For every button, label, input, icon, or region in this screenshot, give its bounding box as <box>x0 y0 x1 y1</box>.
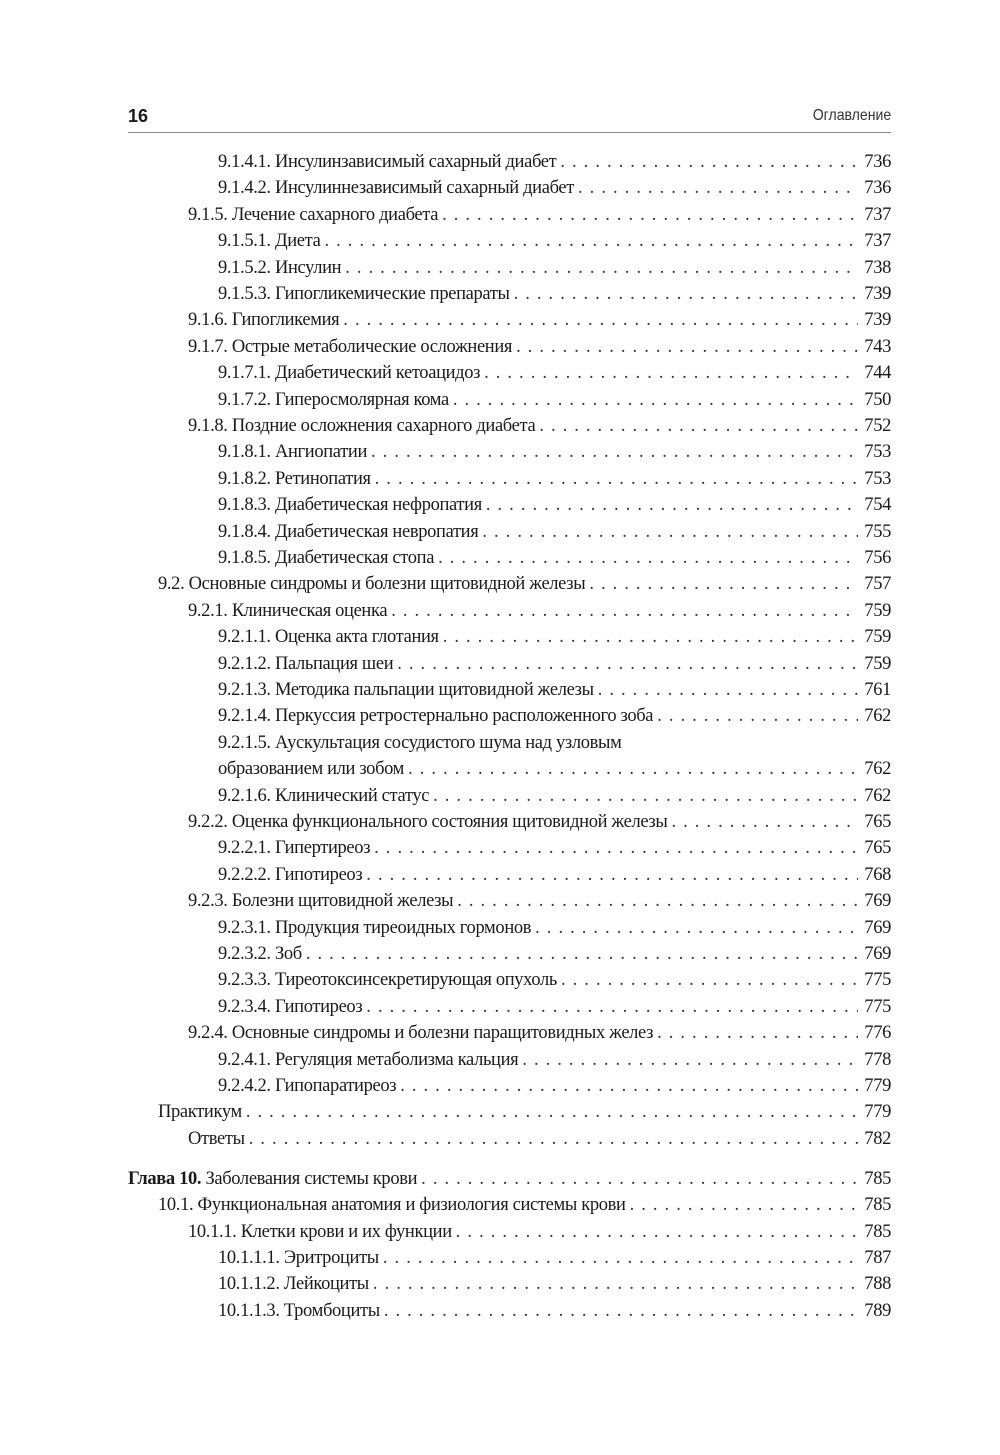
entry-title: Пальпация шеи <box>274 653 394 674</box>
entry-page: 737 <box>864 231 891 252</box>
toc-entry <box>218 495 891 521</box>
entry-text <box>218 1248 379 1269</box>
entry-title: Эритроциты <box>283 1247 379 1268</box>
dot-leader <box>522 1050 858 1071</box>
dot-leader <box>375 469 859 490</box>
entry-page: 757 <box>864 574 891 595</box>
toc-chapter-entry <box>128 1169 891 1195</box>
entry-number: 9.1.8.3. <box>218 495 271 516</box>
entry-page: 779 <box>864 1076 891 1096</box>
dot-leader <box>657 1023 858 1044</box>
entry-page: 744 <box>864 363 891 384</box>
entry-text <box>218 495 482 516</box>
header-rule <box>128 132 891 133</box>
entry-page: 789 <box>864 1300 891 1321</box>
entry-title: Методика пальпации щитовидной железы <box>274 680 594 700</box>
entry-text <box>218 442 367 463</box>
entry-page: 736 <box>864 178 891 199</box>
entry-page: 765 <box>864 838 891 859</box>
toc-entry <box>218 944 891 970</box>
entry-number: 9.1.8.2. <box>218 468 271 489</box>
dot-leader <box>373 1274 858 1295</box>
toc-entry <box>218 1301 891 1327</box>
entry-title: Оценка функционального состояния щитовидной железы <box>231 812 668 832</box>
entry-title: Продукция тиреоидных гормонов <box>274 917 532 938</box>
toc-entry <box>188 310 891 336</box>
toc-entry <box>188 416 891 442</box>
entry-title: Регуляция метаболизма кальция <box>274 1049 519 1070</box>
entry-text <box>218 1301 380 1322</box>
entry-number: 9.1.8.5. <box>218 548 271 568</box>
entry-number: 9.2.1.2. <box>218 653 271 674</box>
entry-text <box>218 759 404 780</box>
dot-leader <box>391 601 858 622</box>
toc-entry <box>158 1102 891 1128</box>
dot-leader <box>486 495 858 516</box>
entry-page: 739 <box>864 284 891 304</box>
dot-leader <box>457 891 858 912</box>
entry-page: 759 <box>864 653 891 674</box>
entry-page: 776 <box>864 1023 891 1044</box>
entry-page: 762 <box>864 785 891 806</box>
entry-title: Лечение сахарного диабета <box>231 204 439 225</box>
toc-entry <box>218 706 891 732</box>
toc-entry <box>218 442 891 468</box>
toc-entry <box>158 1195 891 1221</box>
dot-leader <box>453 390 858 411</box>
entry-text <box>218 390 449 411</box>
toc-entry <box>218 680 891 706</box>
entry-text <box>218 706 653 727</box>
entry-text <box>188 337 512 358</box>
entry-number: 9.2.2.1. <box>218 838 271 859</box>
toc-entry <box>188 1023 891 1049</box>
toc-entry <box>188 601 891 627</box>
entry-number: 9.1.4.1. <box>218 152 271 172</box>
dot-leader <box>442 205 858 226</box>
dot-leader <box>578 178 858 199</box>
entry-text <box>218 654 393 675</box>
entry-text <box>188 1129 245 1150</box>
entry-text <box>218 733 621 754</box>
entry-title: Лейкоциты <box>283 1274 369 1295</box>
entry-title: Практикум <box>158 1102 242 1123</box>
dot-leader <box>484 363 858 384</box>
entry-title: Клетки крови и их функции <box>240 1221 452 1242</box>
entry-page: 785 <box>864 1195 891 1216</box>
entry-text <box>158 574 585 595</box>
entry-title: Тромбоциты <box>283 1300 380 1321</box>
entry-page: 779 <box>864 1102 891 1123</box>
entry-title: Ответы <box>188 1128 245 1149</box>
toc-entry <box>218 1076 891 1102</box>
entry-title: Диабетическая нефропатия <box>274 495 482 516</box>
entry-title: Гипотиреоз <box>274 864 363 885</box>
entry-page: 743 <box>864 336 891 357</box>
entry-title: Ангиопатии <box>274 442 368 463</box>
entry-page: 768 <box>864 864 891 885</box>
entry-number: 9.2.2.2. <box>218 864 271 885</box>
dot-leader <box>345 258 858 279</box>
entry-text <box>128 1169 417 1190</box>
toc-entry <box>218 786 891 812</box>
entry-text <box>218 231 321 252</box>
toc-entry <box>218 1274 891 1300</box>
entry-page: 736 <box>864 152 891 172</box>
dot-leader <box>421 1169 858 1190</box>
toc-entry <box>218 258 891 284</box>
entry-page: 775 <box>864 996 891 1017</box>
entry-page: 785 <box>864 1168 891 1189</box>
toc-entry <box>218 284 891 310</box>
toc-entry <box>188 812 891 838</box>
entry-number: 9.2. <box>158 574 185 595</box>
dot-leader <box>306 944 858 965</box>
dot-leader <box>456 1222 859 1243</box>
entry-page: 785 <box>864 1221 891 1242</box>
dot-leader <box>397 654 858 675</box>
entry-title: Диабетическая стопа <box>274 548 435 568</box>
entry-page: 753 <box>864 468 891 489</box>
toc-entry <box>188 337 891 363</box>
entry-text <box>218 918 531 939</box>
entry-page: 739 <box>864 310 891 331</box>
entry-page: 755 <box>864 521 891 542</box>
toc-entry <box>188 1129 891 1155</box>
entry-page: 787 <box>864 1247 891 1268</box>
dot-leader <box>598 680 859 701</box>
dot-leader <box>384 1301 858 1322</box>
entry-title: Инсулиннезависимый сахарный диабет <box>274 178 575 199</box>
dot-leader <box>671 812 858 833</box>
entry-number: 9.2.2. <box>188 812 228 832</box>
dot-leader <box>482 522 858 543</box>
dot-leader <box>589 574 858 595</box>
dot-leader <box>535 918 858 939</box>
toc-entry <box>218 838 891 864</box>
entry-number: 9.2.4.1. <box>218 1049 271 1070</box>
entry-page: 769 <box>864 944 891 964</box>
dot-leader <box>366 997 858 1018</box>
entry-text <box>188 416 535 437</box>
entry-text <box>218 970 557 991</box>
entry-page: 769 <box>864 917 891 938</box>
toc-entry <box>218 997 891 1023</box>
entry-title: Диета <box>274 231 321 252</box>
entry-page: 769 <box>864 891 891 912</box>
entry-title: Оценка акта глотания <box>274 627 439 648</box>
entry-page: 775 <box>864 970 891 991</box>
entry-number: 9.1.8. <box>188 416 228 436</box>
entry-text <box>218 1274 369 1295</box>
entry-page: 782 <box>864 1128 891 1149</box>
entry-number: 9.1.5. <box>188 204 228 225</box>
entry-page: 754 <box>864 495 891 516</box>
toc-entry <box>218 548 891 574</box>
toc-entry <box>218 363 891 389</box>
entry-title: Функциональная анатомия и физиология системы крови <box>197 1195 626 1216</box>
toc-entry <box>188 891 891 917</box>
entry-text <box>218 865 362 886</box>
toc-entry <box>218 918 891 944</box>
entry-title: Гипогликемические препараты <box>274 284 510 304</box>
dot-leader <box>366 865 858 886</box>
entry-text <box>188 891 453 912</box>
entry-text <box>188 310 339 331</box>
dot-leader <box>433 786 858 807</box>
entry-text <box>218 152 556 173</box>
entry-text <box>218 838 370 859</box>
entry-page: 761 <box>864 680 891 700</box>
entry-number: 9.2.1. <box>188 600 228 621</box>
toc-entry <box>218 178 891 204</box>
entry-title: Тиреотоксинсекретирующая опухоль <box>274 970 557 991</box>
entry-title: Диабетический кетоацидоз <box>274 363 481 384</box>
running-title: Оглавление <box>812 107 891 124</box>
toc-entry <box>218 522 891 548</box>
entry-number: 9.2.3.1. <box>218 917 271 938</box>
entry-title: Инсулин <box>274 257 342 278</box>
entry-number: 9.2.4.2. <box>218 1076 271 1096</box>
entry-text <box>158 1102 242 1123</box>
entry-title: Гипертиреоз <box>274 838 371 859</box>
dot-leader <box>443 627 859 648</box>
entry-page: 738 <box>864 257 891 278</box>
entry-title: Перкуссия ретростернально расположенного зоба <box>274 706 654 727</box>
entry-text <box>218 1050 518 1071</box>
entry-text <box>218 944 302 965</box>
dot-leader <box>374 838 858 859</box>
entry-page: 762 <box>864 759 891 780</box>
toc-entry <box>218 654 891 680</box>
entry-number: 9.2.1.3. <box>218 680 271 700</box>
toc-entry <box>218 627 891 653</box>
dot-leader <box>343 310 858 331</box>
entry-number: 9.1.7.2. <box>218 389 271 410</box>
entry-number: 9.1.5.3. <box>218 284 271 304</box>
entry-title: Диабетическая невропатия <box>274 521 479 542</box>
toc-entry <box>218 152 891 178</box>
entry-number: 9.2.4. <box>188 1023 228 1044</box>
toc-entry <box>158 574 891 600</box>
dot-leader <box>408 759 858 780</box>
entry-title: образованием или зобом <box>218 759 405 780</box>
dot-leader <box>514 284 859 305</box>
entry-number: 9.1.7. <box>188 336 228 357</box>
dot-leader <box>630 1195 859 1216</box>
entry-number: 9.2.3.4. <box>218 996 271 1017</box>
entry-title: Болезни щитовидной железы <box>231 891 454 912</box>
entry-page: 737 <box>864 204 891 225</box>
entry-number: 9.2.1.1. <box>218 627 271 648</box>
entry-text <box>188 601 387 622</box>
entry-title: Клинический статус <box>274 785 430 806</box>
entry-number: 10.1.1.2. <box>218 1274 280 1295</box>
entry-title: Ретинопатия <box>274 468 371 489</box>
dot-leader <box>246 1102 858 1123</box>
entry-title: Клиническая оценка <box>231 600 388 621</box>
dot-leader <box>516 337 858 358</box>
entry-title: Гипопаратиреоз <box>274 1076 397 1096</box>
toc-entry <box>218 1248 891 1274</box>
entry-text <box>218 258 341 279</box>
entry-text <box>218 284 510 305</box>
entry-title: Основные синдромы и болезни паращитовидных желез <box>231 1023 654 1044</box>
dot-leader <box>560 152 858 173</box>
entry-text <box>188 1222 452 1243</box>
dot-leader <box>325 231 859 252</box>
entry-page: 762 <box>864 706 891 727</box>
entry-text <box>188 1023 653 1044</box>
toc-entry <box>218 390 891 416</box>
entry-number: 9.1.5.1. <box>218 231 271 252</box>
entry-page: 753 <box>864 442 891 463</box>
dot-leader <box>383 1248 858 1269</box>
entry-text <box>218 627 439 648</box>
entry-page: 759 <box>864 627 891 648</box>
toc-entry <box>218 469 891 495</box>
toc-entry <box>218 231 891 257</box>
entry-text <box>188 812 667 833</box>
entry-title: Гипотиреоз <box>274 996 363 1017</box>
entry-title: Аускультация сосудистого шума над узловым <box>274 732 622 753</box>
entry-page: 752 <box>864 416 891 436</box>
entry-number: 9.1.6. <box>188 310 228 331</box>
toc-entry <box>218 759 891 785</box>
entry-title: Зоб <box>274 944 302 964</box>
entry-text <box>218 178 574 199</box>
entry-number: 9.2.1.5. <box>218 732 271 753</box>
entry-page: 778 <box>864 1049 891 1070</box>
toc-entry <box>218 970 891 996</box>
entry-text <box>158 1195 626 1216</box>
entry-number: 9.1.5.2. <box>218 257 271 278</box>
entry-text <box>218 522 478 543</box>
entry-number: 9.2.3. <box>188 891 228 912</box>
entry-title: Инсулинзависимый сахарный диабет <box>274 152 557 172</box>
entry-page: 788 <box>864 1274 891 1295</box>
entry-title: Поздние осложнения сахарного диабета <box>231 416 536 436</box>
entry-title: Заболевания системы крови <box>205 1168 418 1189</box>
entry-title: Гипогликемия <box>231 310 340 331</box>
entry-number: 9.2.3.3. <box>218 970 271 991</box>
entry-number: 10.1.1. <box>188 1221 237 1242</box>
entry-text <box>218 997 362 1018</box>
toc-entry <box>218 865 891 891</box>
entry-number: 10.1. <box>158 1195 194 1216</box>
entry-number: 9.2.3.2. <box>218 944 271 964</box>
entry-number: 9.1.4.2. <box>218 178 271 199</box>
entry-number: 10.1.1.1. <box>218 1247 280 1268</box>
dot-leader <box>561 970 858 991</box>
dot-leader <box>400 1076 858 1097</box>
entry-number: 9.2.1.6. <box>218 785 271 806</box>
entry-title: Острые метаболические осложнения <box>231 336 513 357</box>
entry-number: Глава 10. <box>128 1168 202 1189</box>
toc-entry <box>218 733 621 759</box>
entry-number: 9.1.8.4. <box>218 521 271 542</box>
entry-text <box>218 363 480 384</box>
dot-leader <box>438 548 858 569</box>
dot-leader <box>249 1129 859 1150</box>
entry-text <box>188 205 438 226</box>
dot-leader <box>371 442 858 463</box>
entry-number: 9.1.8.1. <box>218 442 271 463</box>
toc-entry <box>218 1050 891 1076</box>
entry-number: 9.1.7.1. <box>218 363 271 384</box>
entry-number: 9.2.1.4. <box>218 706 271 727</box>
page-number: 16 <box>128 106 149 126</box>
toc-entry <box>188 1222 891 1248</box>
entry-page: 759 <box>864 600 891 621</box>
toc-entry <box>188 205 891 231</box>
entry-page: 750 <box>864 389 891 410</box>
entry-page: 756 <box>864 548 891 568</box>
entry-title: Гиперосмолярная кома <box>274 389 449 410</box>
entry-text <box>218 469 371 490</box>
dot-leader <box>657 706 858 727</box>
entry-text <box>218 548 434 569</box>
dot-leader <box>539 416 858 437</box>
entry-text <box>218 680 594 701</box>
entry-number: 10.1.1.3. <box>218 1300 280 1321</box>
entry-text <box>218 1076 396 1097</box>
entry-title: Основные синдромы и болезни щитовидной железы <box>188 574 586 595</box>
entry-text <box>218 786 429 807</box>
entry-page: 765 <box>864 812 891 832</box>
